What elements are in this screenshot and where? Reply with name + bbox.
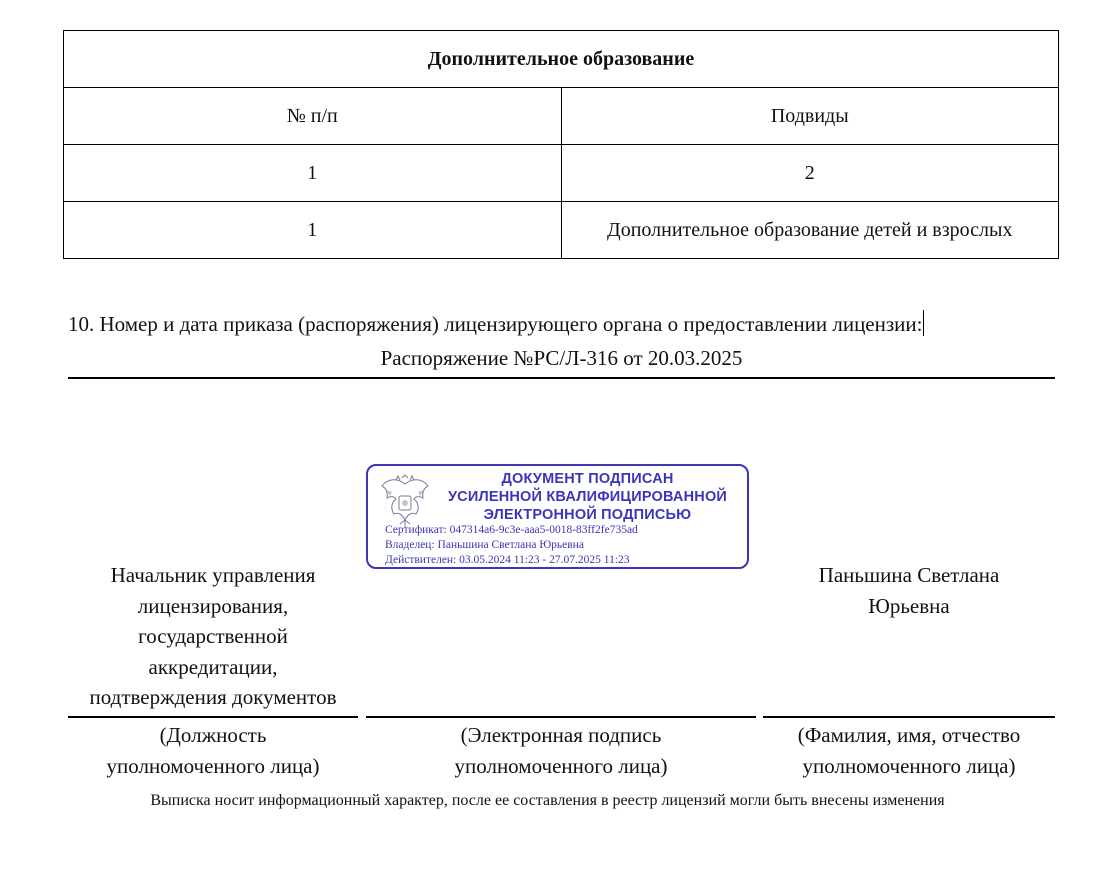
- header-num: № п/п: [64, 88, 562, 145]
- position-line: подтверждения документов: [89, 685, 337, 709]
- row-value: Дополнительное образование детей и взрослых: [561, 202, 1059, 259]
- name-line: Паньшина Светлана: [818, 563, 1000, 587]
- stamp-title-line: ЭЛЕКТРОННОЙ ПОДПИСЬЮ: [483, 507, 692, 523]
- caption-line: (Должность: [159, 723, 267, 747]
- signatory-position: [68, 560, 358, 713]
- coat-of-arms-icon: [378, 474, 432, 530]
- order-label-text: 10. Номер и дата приказа (распоряжения) лицензирующего органа о предоставлении лицензии:: [68, 312, 923, 336]
- table-header-row: [64, 88, 1059, 145]
- position-line: Начальник управления: [110, 563, 316, 587]
- position-line: лицензирования,: [137, 593, 289, 618]
- caption-line: (Фамилия, имя, отчество: [797, 723, 1021, 747]
- name-underline: [763, 716, 1055, 718]
- stamp-title-line: ДОКУМЕНТ ПОДПИСАН: [501, 471, 674, 487]
- caption-line: уполномоченного лица): [106, 754, 320, 778]
- stamp-certificate: Сертификат: 047314a6-9c3e-aaa5-0018-83ff2fe735ad: [385, 524, 638, 536]
- table-row: [64, 202, 1059, 259]
- position-underline: [68, 716, 358, 718]
- caption-line: уполномоченного лица): [802, 754, 1016, 778]
- row-value: 2: [561, 145, 1059, 202]
- position-line: государственной: [138, 624, 288, 648]
- caption-line: (Электронная подпись: [460, 723, 662, 747]
- position-line: аккредитации,: [148, 654, 278, 679]
- order-label: [68, 310, 924, 337]
- order-value: Распоряжение №РС/Л-316 от 20.03.2025: [380, 346, 743, 370]
- signature-stamp: [366, 464, 749, 569]
- header-subtypes: Подвиды: [561, 88, 1059, 145]
- text-cursor: [923, 310, 924, 336]
- name-caption: [763, 720, 1055, 782]
- row-num: 1: [64, 145, 562, 202]
- disclaimer-footnote: Выписка носит информационный характер, после ее составления в реестр лицензий могли быть внесены изменения: [150, 792, 945, 809]
- signature-underline: [366, 716, 756, 718]
- signatory-name: [763, 560, 1055, 621]
- education-table: [63, 30, 1059, 259]
- stamp-title-line: УСИЛЕННОЙ КВАЛИФИЦИРОВАННОЙ: [447, 489, 728, 505]
- stamp-title: [432, 470, 743, 524]
- table-row: [64, 145, 1059, 202]
- stamp-valid: Действителен: 03.05.2024 11:23 - 27.07.2025 11:23: [385, 554, 630, 566]
- signature-caption: [366, 720, 756, 782]
- position-caption: [68, 720, 358, 782]
- name-line: Юрьевна: [868, 593, 950, 618]
- row-num: 1: [64, 202, 562, 259]
- stamp-owner: Владелец: Паньшина Светлана Юрьевна: [385, 539, 584, 551]
- order-underline: [68, 377, 1055, 379]
- table-title: Дополнительное образование: [64, 31, 1059, 88]
- caption-line: уполномоченного лица): [454, 754, 668, 778]
